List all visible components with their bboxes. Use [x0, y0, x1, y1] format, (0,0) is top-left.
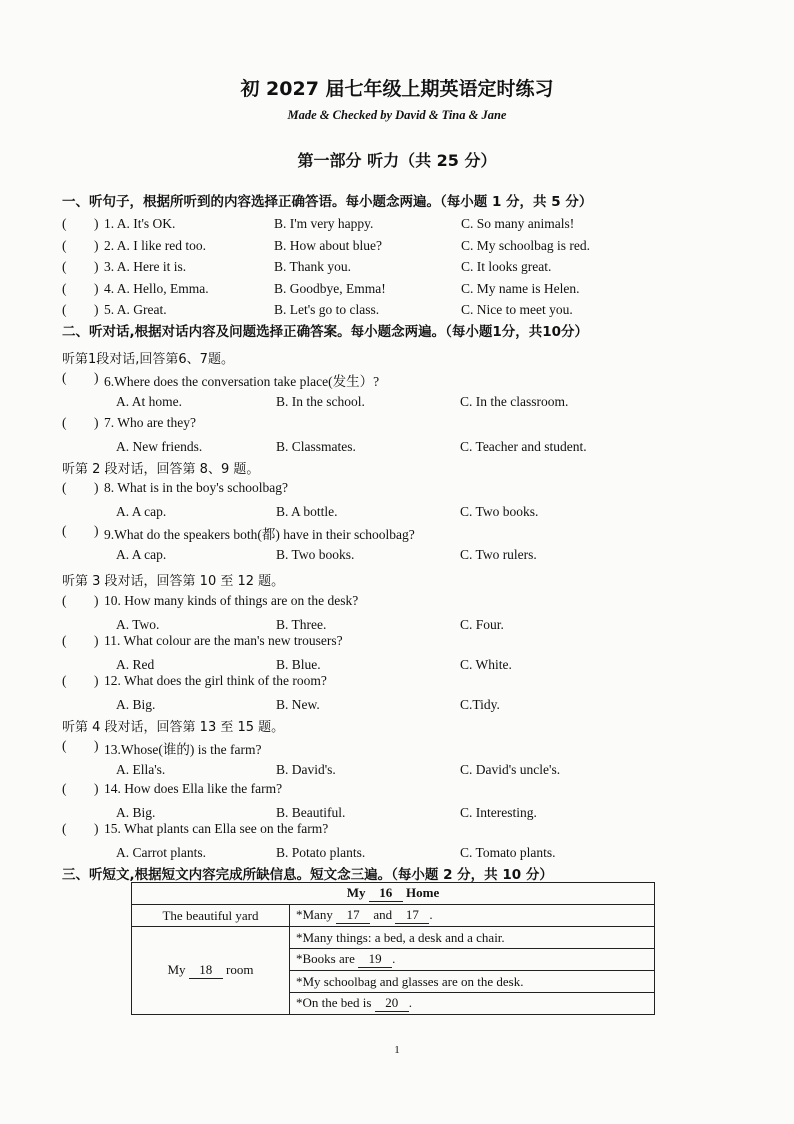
question-text: 8. What is in the boy's schoolbag? — [104, 480, 289, 495]
answer-blank-close: ) — [94, 415, 99, 430]
blank-17b[interactable]: 17 — [395, 907, 429, 924]
room-row-4: *On the bed is 20 . — [290, 993, 655, 1015]
option-a: A. Red — [116, 657, 155, 672]
dialog-instruction-4: 听第 4 段对话，回答第 13 至 15 题。 — [62, 720, 285, 735]
option-b: B. How about blue? — [274, 238, 382, 253]
option-c: C. Teacher and student. — [460, 439, 587, 454]
option-a: A. Big. — [116, 805, 156, 820]
yard-cell: *Many 17 and 17 . — [290, 905, 655, 927]
answer-blank-open[interactable]: ( — [62, 781, 67, 796]
answer-blank-close: ) — [94, 216, 99, 231]
question-row — [62, 781, 702, 801]
option-b: B. Classmates. — [276, 439, 356, 454]
option-b: B. Two books. — [276, 547, 355, 562]
option-a: A. At home. — [116, 394, 182, 409]
question-row — [62, 633, 702, 653]
question-text: 9.What do the speakers both(都) have in their schoolbag? — [104, 527, 415, 542]
question-row — [62, 480, 702, 500]
option-a: A. A cap. — [116, 504, 167, 519]
option-c: C. White. — [460, 657, 512, 672]
option-a: A. Ella's. — [116, 762, 166, 777]
answer-blank-close: ) — [94, 302, 99, 317]
option-a: A. Carrot plants. — [116, 845, 206, 860]
answer-blank-close: ) — [94, 523, 99, 538]
answer-blank-open[interactable]: ( — [62, 523, 67, 538]
question-row — [62, 302, 702, 322]
option-c: C. Tomato plants. — [460, 845, 556, 860]
blank-19[interactable]: 19 — [358, 951, 392, 968]
question-row — [62, 673, 702, 693]
option-c: C. Nice to meet you. — [461, 302, 573, 317]
answer-blank-close: ) — [94, 781, 99, 796]
question-text: 11. What colour are the man's new trousers? — [104, 633, 343, 648]
info-table — [131, 882, 655, 1015]
option-c: C. Two books. — [460, 504, 539, 519]
option-b: B. In the school. — [276, 394, 365, 409]
blank-16[interactable]: 16 — [369, 885, 403, 902]
room-row-1: *Many things: a bed, a desk and a chair. — [290, 927, 655, 949]
answer-blank-close: ) — [94, 370, 99, 385]
option-a: A. Two. — [116, 617, 160, 632]
question-text: 10. How many kinds of things are on the desk? — [104, 593, 359, 608]
question-text: 14. How does Ella like the farm? — [104, 781, 283, 796]
answer-blank-open[interactable]: ( — [62, 238, 67, 253]
question-row — [62, 738, 702, 758]
question-text: 7. Who are they? — [104, 415, 196, 430]
question-row — [62, 281, 702, 301]
option-b: B. Three. — [276, 617, 327, 632]
yard-label: The beautiful yard — [132, 905, 290, 927]
option-a: 3. A. Here it is. — [104, 259, 187, 274]
answer-blank-close: ) — [94, 738, 99, 753]
table-title: My 16 Home — [132, 883, 655, 905]
author-credit: Made & Checked by David & Tina & Jane — [287, 108, 507, 122]
option-b: B. Thank you. — [274, 259, 351, 274]
option-c: C. My name is Helen. — [461, 281, 580, 296]
option-c: C. In the classroom. — [460, 394, 569, 409]
question-row — [62, 821, 702, 841]
answer-blank-close: ) — [94, 238, 99, 253]
question-row — [62, 415, 702, 435]
option-a: A. Big. — [116, 697, 156, 712]
option-a: 4. A. Hello, Emma. — [104, 281, 209, 296]
option-a: A. New friends. — [116, 439, 203, 454]
option-b: B. Let's go to class. — [274, 302, 380, 317]
dialog-instruction-1: 听第1段对话,回答第6、7题。 — [62, 352, 234, 367]
option-b: B. David's. — [276, 762, 336, 777]
option-a: 2. A. I like red too. — [104, 238, 206, 253]
question-text: 6.Where does the conversation take place(发生）? — [104, 374, 380, 389]
blank-17a[interactable]: 17 — [336, 907, 370, 924]
part-heading: 第一部分 听力（共 25 分） — [297, 151, 497, 170]
question-row — [62, 523, 702, 543]
option-a: 1. A. It's OK. — [104, 216, 176, 231]
option-b: B. I'm very happy. — [274, 216, 374, 231]
option-c: C. Four. — [460, 617, 504, 632]
answer-blank-open[interactable]: ( — [62, 216, 67, 231]
option-b: B. Potato plants. — [276, 845, 366, 860]
answer-blank-open[interactable]: ( — [62, 370, 67, 385]
option-c: C. Two rulers. — [460, 547, 537, 562]
page-number: 1 — [394, 1044, 400, 1056]
question-text: 15. What plants can Ella see on the farm? — [104, 821, 329, 836]
answer-blank-open[interactable]: ( — [62, 302, 67, 317]
option-c: C.Tidy. — [460, 697, 500, 712]
answer-blank-close: ) — [94, 281, 99, 296]
question-row — [62, 593, 702, 613]
answer-blank-open[interactable]: ( — [62, 738, 67, 753]
answer-blank-close: ) — [94, 259, 99, 274]
section-heading-2: 二、听对话,根据对话内容及问题选择正确答案。每小题念两遍。（每小题1分，共10分） — [62, 324, 589, 340]
room-row-2: *Books are 19 . — [290, 949, 655, 971]
answer-blank-open[interactable]: ( — [62, 281, 67, 296]
answer-blank-open[interactable]: ( — [62, 480, 67, 495]
page-title: 初 2027 届七年级上期英语定时练习 — [240, 78, 554, 100]
answer-blank-open[interactable]: ( — [62, 633, 67, 648]
dialog-instruction-3: 听第 3 段对话，回答第 10 至 12 题。 — [62, 574, 285, 589]
answer-blank-close: ) — [94, 821, 99, 836]
option-c: C. David's uncle's. — [460, 762, 561, 777]
answer-blank-close: ) — [94, 633, 99, 648]
option-c: C. My schoolbag is red. — [461, 238, 590, 253]
blank-18[interactable]: 18 — [189, 962, 223, 979]
question-text: 12. What does the girl think of the room? — [104, 673, 327, 688]
option-b: B. New. — [276, 697, 320, 712]
question-row — [62, 259, 702, 279]
question-row — [62, 238, 702, 258]
option-a: A. A cap. — [116, 547, 167, 562]
dialog-instruction-2: 听第 2 段对话，回答第 8、9 题。 — [62, 462, 260, 477]
answer-blank-close: ) — [94, 480, 99, 495]
answer-blank-open[interactable]: ( — [62, 593, 67, 608]
option-c: C. It looks great. — [461, 259, 552, 274]
question-row — [62, 216, 702, 236]
blank-20[interactable]: 20 — [375, 995, 409, 1012]
option-c: C. Interesting. — [460, 805, 537, 820]
option-c: C. So many animals! — [461, 216, 575, 231]
section-heading-3: 三、听短文,根据短文内容完成所缺信息。短文念三遍。（每小题 2 分，共 10 分） — [62, 867, 553, 883]
answer-blank-close: ) — [94, 673, 99, 688]
room-label: My 18 room — [132, 927, 290, 1015]
answer-blank-open[interactable]: ( — [62, 415, 67, 430]
answer-blank-open[interactable]: ( — [62, 821, 67, 836]
answer-blank-open[interactable]: ( — [62, 673, 67, 688]
option-b: B. Blue. — [276, 657, 321, 672]
option-b: B. A bottle. — [276, 504, 338, 519]
option-b: B. Goodbye, Emma! — [274, 281, 386, 296]
answer-blank-open[interactable]: ( — [62, 259, 67, 274]
question-text: 13.Whose(谁的) is the farm? — [104, 742, 262, 757]
answer-blank-close: ) — [94, 593, 99, 608]
question-row — [62, 370, 702, 390]
option-b: B. Beautiful. — [276, 805, 346, 820]
room-row-3: *My schoolbag and glasses are on the desk. — [290, 971, 655, 993]
section-heading-1: 一、听句子，根据所听到的内容选择正确答语。每小题念两遍。（每小题 1 分，共 5 分） — [62, 194, 593, 210]
option-a: 5. A. Great. — [104, 302, 167, 317]
